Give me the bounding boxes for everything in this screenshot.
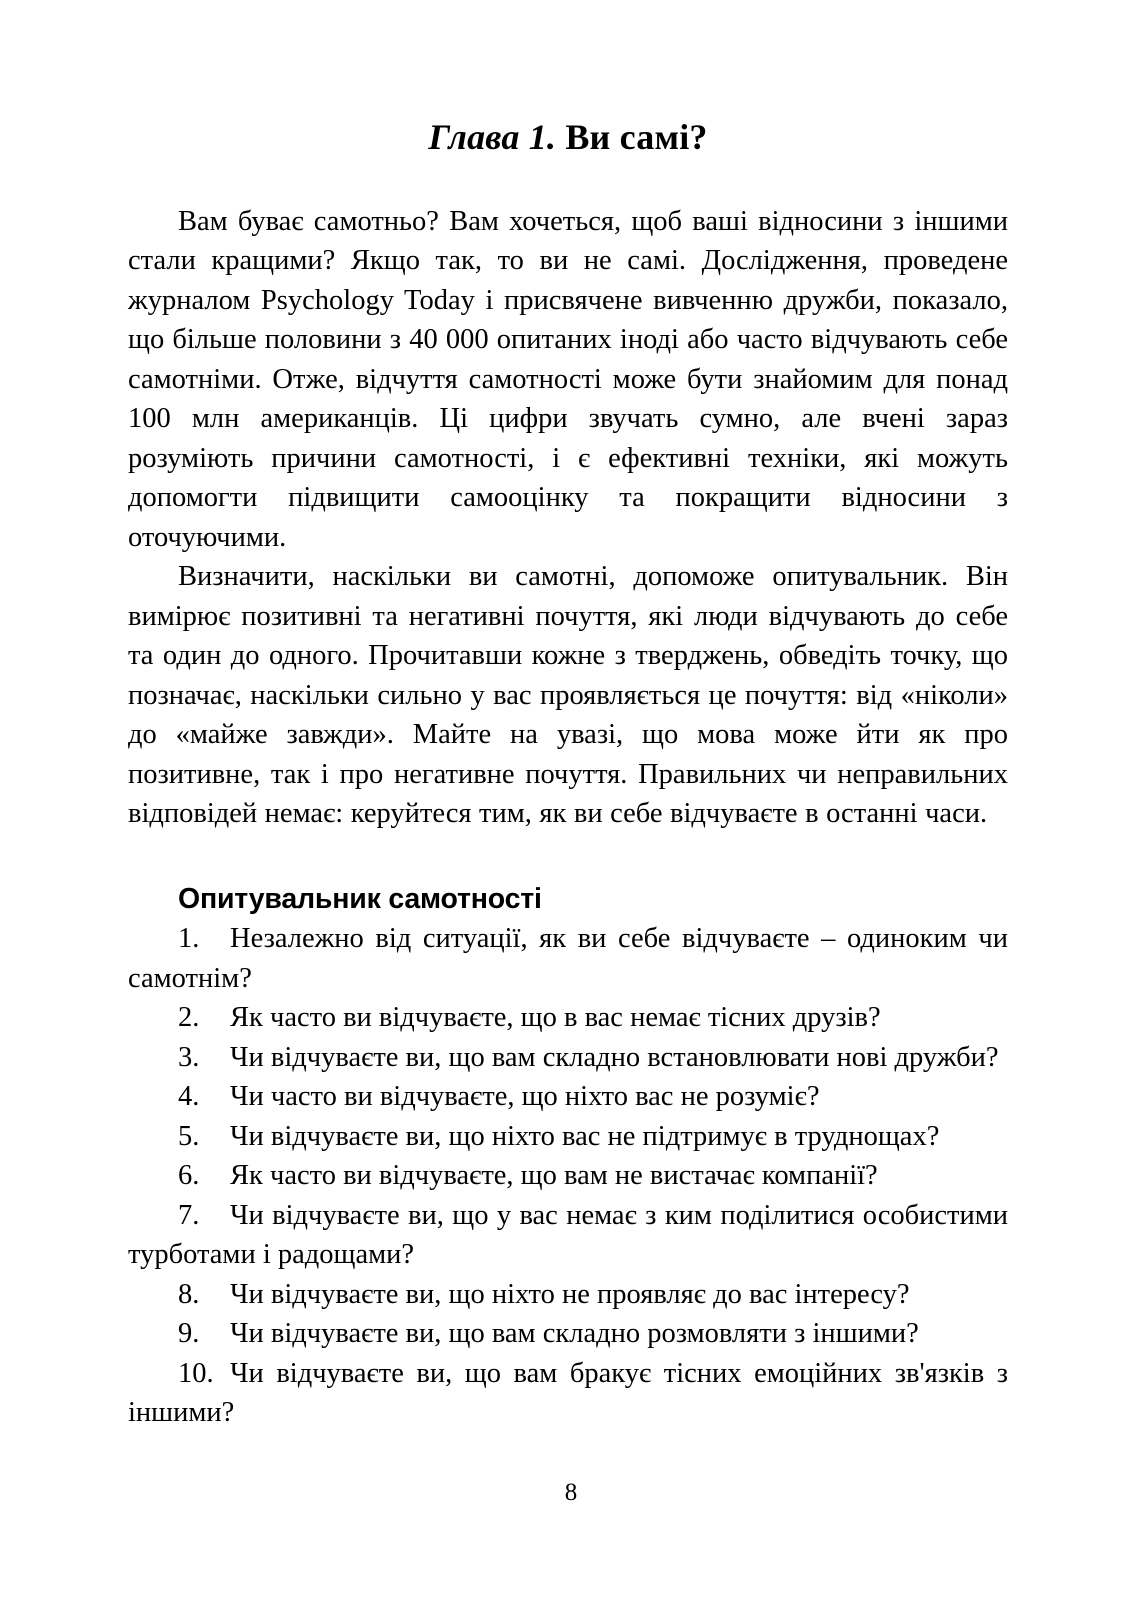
paragraph-2: Визначити, наскільки ви самотні, допоможе опитувальник. Він вимірює позитивні та негативні почуття, які люди відчувають до себе та один до одного. Прочитавши кожне з тверджень, обведіть точку, що позначає, наскільки сильно у вас проявляється це почуття: від «ніколи» до «майже завжди». Майте на увазі, що мова може йти як про позитивне, так і про негативне почуття. Правильних чи неправильних відповідей немає: керуйтеся тим, як ви себе відчуваєте в останні часи.	[128, 561, 1008, 830]
list-item-text: Як часто ви відчуваєте, що в вас немає тісних друзів?	[230, 1002, 881, 1034]
list-item	[128, 919, 1008, 998]
list-item	[128, 998, 1008, 1038]
list-item-number: 8.	[178, 1278, 200, 1310]
chapter-title-space	[556, 117, 565, 157]
list-item	[128, 1196, 1008, 1275]
list-item-number: 7.	[178, 1199, 200, 1231]
list-item-text: Чи часто ви відчуваєте, що ніхто вас не розуміє?	[230, 1081, 820, 1113]
list-item	[128, 1275, 1008, 1315]
page-number: 8	[564, 1479, 578, 1506]
list-item	[128, 1354, 1008, 1433]
list-item-text: Чи відчуваєте ви, що у вас немає з ким поділитися особистими турботами і радощами?	[128, 1199, 1008, 1271]
list-item-number: 10.	[178, 1357, 214, 1389]
questionnaire-section	[128, 880, 1008, 1433]
list-item-number: 2.	[178, 1002, 200, 1034]
list-item-number: 3.	[178, 1041, 200, 1073]
list-item-text: Незалежно від ситуації, як ви себе відчуваєте – одиноким чи самотнім?	[128, 923, 1008, 994]
list-item	[128, 1156, 1008, 1196]
paragraph-1: Вам буває самотньо? Вам хочеться, щоб ваші відносини з іншими стали кращими? Якщо так, то ви не самі. Дослідження, проведене журналом Psychology Today і присвячене вивченню дружби, показало, що більше половини з 40 000 опитаних іноді або часто відчувають себе самотніми. Отже, відчуття самотності може бути знайомим для понад 100 млн американців. Ці цифри звучать сумно, але вчені зараз розуміють причини самотності, і є ефективні техніки, які можуть допомогти підвищити самооцінку та покращити відносини з оточуючими.	[128, 205, 1008, 553]
page-content	[128, 0, 1008, 1433]
page-title	[128, 0, 1008, 158]
list-item-text: Чи відчуваєте ви, що вам бракує тісних емоційних зв'язків з іншими?	[128, 1357, 1008, 1429]
chapter-name: Ви самі?	[565, 117, 708, 157]
list-item-text: Чи відчуваєте ви, що вам складно встановлювати нові дружби?	[230, 1041, 999, 1073]
body-text	[128, 202, 1008, 834]
list-item	[128, 1314, 1008, 1354]
list-item-text: Як часто ви відчуваєте, що вам не вистачає компанії?	[230, 1160, 878, 1192]
questionnaire-list	[128, 919, 1008, 1433]
list-item	[128, 1077, 1008, 1117]
list-item-text: Чи відчуваєте ви, що вам складно розмовляти з іншими?	[230, 1318, 919, 1350]
list-item-number: 9.	[178, 1318, 200, 1350]
list-item	[128, 1117, 1008, 1157]
list-item-number: 1.	[178, 923, 200, 955]
chapter-label: Глава 1.	[428, 117, 557, 157]
list-item-number: 6.	[178, 1160, 200, 1192]
list-item-text: Чи відчуваєте ви, що ніхто вас не підтримує в труднощах?	[230, 1120, 940, 1152]
list-item-text: Чи відчуваєте ви, що ніхто не проявляє до вас інтересу?	[230, 1278, 910, 1310]
list-item	[128, 1038, 1008, 1078]
list-item-number: 4.	[178, 1081, 200, 1113]
questionnaire-heading: Опитувальник самотності	[178, 882, 542, 915]
list-item-number: 5.	[178, 1120, 200, 1152]
